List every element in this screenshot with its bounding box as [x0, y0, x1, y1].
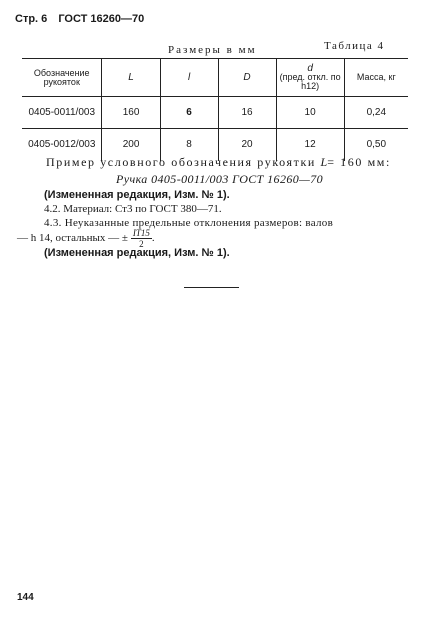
paragraph-4-3-line2 [17, 228, 155, 249]
paragraph-4-3-end: . [151, 232, 155, 245]
col-header-designation: Обозначение рукояток [22, 59, 102, 97]
fraction-numerator: IT15 [132, 228, 150, 238]
cell-designation: 0405-0011/003 [28, 107, 96, 118]
cell-L: 160 [102, 97, 160, 129]
page-header [15, 13, 152, 25]
section-divider [184, 287, 239, 288]
cell-D: 16 [218, 97, 276, 129]
cell-designation: 0405-0012/003 [22, 129, 102, 161]
paragraph-4-3-line1: 4.3. Неуказанные предельные отклонения размеров: валов [44, 217, 334, 229]
cell-mass: 0,24 [344, 97, 408, 129]
col-header-L: L [102, 59, 160, 97]
page-label: Стр. 6 [15, 13, 48, 25]
cell-L: 200 [102, 129, 160, 161]
cell-mass: 0,50 [344, 129, 408, 161]
cell-l: 6 [160, 97, 218, 129]
cell-d: 10 [276, 97, 344, 129]
standard-number: ГОСТ 16260—70 [58, 13, 145, 25]
example-variable: L [320, 155, 328, 169]
paragraph-4-2: 4.2. Материал: Ст3 по ГОСТ 380—71. [44, 203, 222, 215]
edit-note-1: (Измененная редакция, Изм. № 1). [44, 189, 230, 201]
col-header-d-symbol: d [307, 63, 313, 74]
fraction-denominator: 2 [139, 239, 144, 249]
col-header-d-tolerance: (пред. откл. по h12) [279, 72, 341, 91]
example-line [46, 155, 391, 170]
col-header-l: l [160, 59, 218, 97]
example-designation: Ручка 0405-0011/003 ГОСТ 16260—70 [116, 172, 324, 186]
table-caption: Размеры в мм [168, 44, 257, 56]
col-header-D: D [218, 59, 276, 97]
example-prefix: Пример условного обозначения рукоятки [46, 155, 316, 169]
dimensions-table [22, 58, 408, 161]
edit-note-2: (Измененная редакция, Изм. № 1). [44, 247, 230, 259]
col-header-mass: Масса, кг [344, 59, 408, 97]
table-row [22, 97, 408, 129]
tolerance-fraction [131, 228, 152, 249]
page-number: 144 [17, 592, 34, 603]
paragraph-4-3-text: — h 14, остальных — ± [17, 232, 128, 245]
example-value: = 160 мм: [327, 155, 391, 169]
cell-D: 20 [218, 129, 276, 161]
cell-d: 12 [276, 129, 344, 161]
cell-l: 8 [160, 129, 218, 161]
col-header-d [276, 59, 344, 97]
table-number: Таблица 4 [324, 40, 385, 52]
table-header-row [22, 59, 408, 97]
